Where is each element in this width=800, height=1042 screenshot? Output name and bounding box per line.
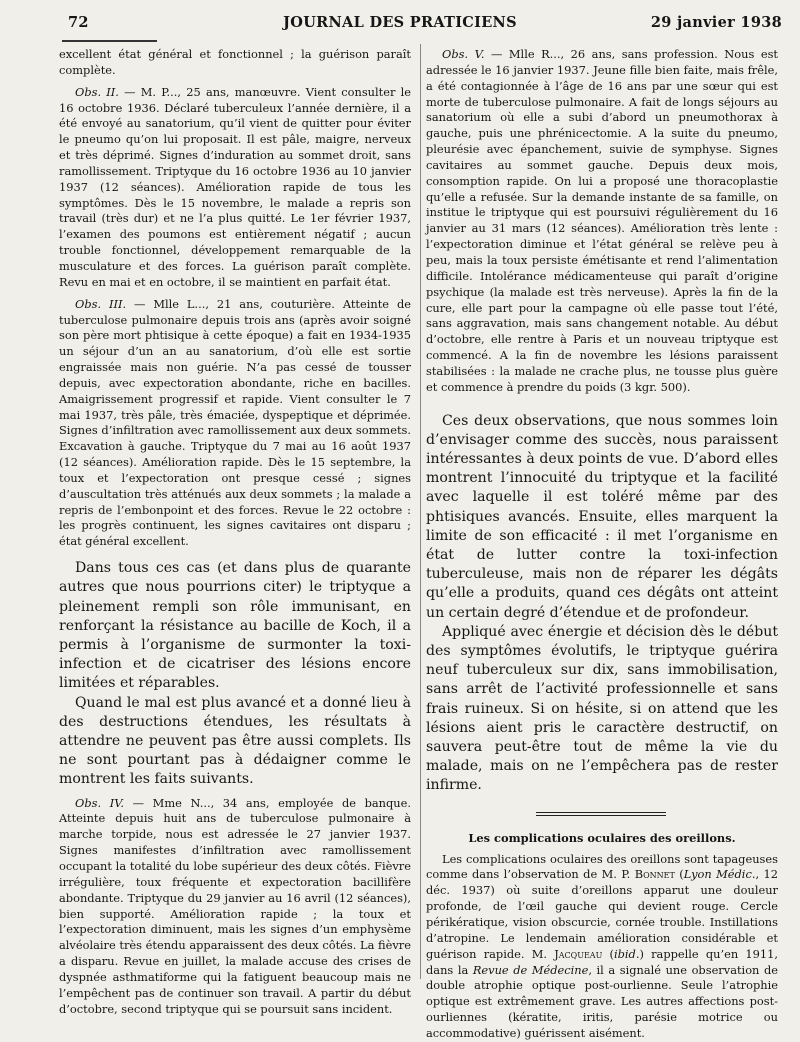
observation-5 xyxy=(426,47,778,396)
observation-label: Obs. V. xyxy=(442,47,485,61)
citation: ibid. xyxy=(613,946,640,961)
observation-label: Obs. III. xyxy=(75,296,127,311)
page-header xyxy=(0,14,800,38)
paragraph-continuation: excellent état général et fonctionnel ; la guérison paraît complète. xyxy=(59,47,411,77)
column-divider xyxy=(420,44,421,979)
paragraph-quand-le-mal: Quand le mal est plus avancé et a donné lieu à des destructions étendues, les résultats à attendre ne peuvent pas être aussi complets. Ils ne sont pourtant pas à dédaigner comme le montrent les faits suivants. xyxy=(59,694,411,788)
journal-title: JOURNAL DES PRATICIENS xyxy=(283,14,517,31)
author-name: Jacqueau xyxy=(554,946,603,961)
paragraph-dans-tous-ces-cas: Dans tous ces cas (et dans plus de quarante autres que nous pourrions citer) le triptyque a pleinement rempli son rôle immunisant, en renforçant la résistance au bacille de Koch, il a permis à l’organisme de surmonter la toxi-infection et de cicatriser des lésions encore limitées et réparables. xyxy=(59,560,411,692)
paragraph-ces-deux-observations: Ces deux observations, que nous sommes loin d’envisager comme des succès, nous paraissent intéressantes à deux points de vue. D’abord elles montrent l’innocuité du triptyque et la facilité avec laquelle il est toléré même par des phtisiques avancés. Ensuite, elles marquent la limite de son efficacité : il met l’organisme en état de lutter contre la toxi-infection tuberculeuse, mais non de réparer les dégâts qu’elle a produits, quand ces dégâts ont atteint un certain degré d’étendue et de profondeur. xyxy=(426,412,778,621)
text-run: , il a signalé une observation de double atrophie optique post-ourlienne. Seule l’atrophie optique est extrêmement grave. Les autres affections post-ourliennes (kératite, iritis, parésie motrice ou accommodative) guérissent aisément. xyxy=(426,962,778,1040)
left-column xyxy=(59,47,411,1017)
observation-3 xyxy=(59,297,411,551)
observation-text: — Mlle L..., 21 ans, couturière. Atteinte de tuberculose pulmonaire depuis trois ans (après avoir soigné son père mort phtisique à cette époque) a fait en 1934-1935 un séjour d’un an au sanatorium, d’où elle est sortie engraissée mais non guérie. N’a pas cessé de tousser depuis, avec expectoration abondante, riche en bacilles. Amaigrissement progressif et rapide. Vient consulter le 7 mai 1937, très pâle, très émaciée, dyspeptique et déprimée. Signes d’infiltration avec ramollissement aux deux sommets. Excavation à gauche. Triptyque du 7 mai au 16 août 1937 (12 séances). Amélioration rapide. Dès le 15 septembre, la toux et l’expectoration ont presque cessé ; signes d’auscultation très atténués aux deux sommets ; la malade a repris de l’embonpoint et des forces. Revue le 22 octobre : les progrès continuent, les signes cavitaires ont disparu ; état général excellent. xyxy=(59,296,411,549)
observation-4 xyxy=(59,796,411,1018)
page-number: 72 xyxy=(68,14,89,31)
right-column xyxy=(426,47,778,1042)
observation-2 xyxy=(59,85,411,291)
text-run: Les complications oculaires des oreillons sont tapageuses comme dans l’observation de M. P. xyxy=(426,851,778,882)
header-rule xyxy=(62,40,157,42)
paragraph-applique: Appliqué avec énergie et décision dès le début des symptômes évolutifs, le triptyque guérira neuf tuberculeux sur dix, sans immobilisation, sans arrêt de l’activité professionnelle et sans frais ruineux. Si on hésite, si on attend que les lésions aient pris le caractère destructif, on sauvera peut-être tout de même la vie du malade, mais on ne l’empêchera pas de rester infirme. xyxy=(426,623,778,794)
section-separator xyxy=(536,812,666,816)
text-run: , 12 déc. 1937) où suite d’oreillons apparut une douleur profonde, de l’œil gauche qui devient rouge. Cercle périkératique, vision obscurcie, cornée trouble. Instillations d’atropine. Le lendemain amélioration considérable et guérison rapide. M. xyxy=(426,867,778,961)
section-heading: Les complications oculaires des oreillons. xyxy=(468,830,736,845)
observation-text: — M. P..., 25 ans, manœuvre. Vient consulter le 16 octobre 1936. Déclaré tuberculeux l’année dernière, il a été envoyé au sanatorium, qu’il vient de quitter pour éviter le pneumo qu’on lui proposait. Il est pâle, maigre, nerveux et très déprimé. Signes d’induration au sommet droit, sans ramollissement. Triptyque du 16 octobre 1936 au 10 janvier 1937 (12 séances). Amélioration rapide de tous les symptômes. Dès le 15 novembre, le malade a repris son travail (très dur) et ne l’a plus quitté. Le 1er février 1937, l’examen des poumons est entièrement négatif ; aucun trouble fonctionnel, développement remarquable de la musculature et des forces. La guérison paraît complète. Revu en mai et en octobre, il se maintient en parfait état. xyxy=(59,84,411,289)
citation: Revue de Médecine xyxy=(472,962,589,977)
citation: Lyon Médic. xyxy=(683,867,756,882)
text-run: ( xyxy=(602,946,614,961)
observation-label: Obs. IV. xyxy=(75,795,125,810)
text-run: ) rappelle qu’en 1911, dans la xyxy=(426,946,778,977)
text-run: ( xyxy=(674,867,684,882)
author-name: Bonnet xyxy=(634,867,675,882)
observation-text: — Mme N..., 34 ans, employée de banque. Atteinte depuis huit ans de tuberculose pulmonaire à marche torpide, nous est adressée le 27 janvier 1937. Signes manifestes d’infiltration avec ramollissement occupant la totalité du lobe supérieur des deux côtés. Fièvre irrégulière, toux fréquente et expectoration bacillifère abondante. Triptyque du 29 janvier au 16 avril (12 séances), bien supporté. Amélioration rapide ; la toux et l’expectoration diminuent, mais les signes d’un emphysème alvéolaire très étendu apparaissent des deux côtés. La fièvre a disparu. Revue en juillet, la malade accuse des crises de dyspnée asthmatiforme qui la fatiguent beaucoup mais ne l’empêchent pas de continuer son travail. A partir du début d’octobre, second triptyque qui se poursuit sans incident. xyxy=(59,795,411,1016)
issue-date: 29 janvier 1938 xyxy=(650,14,782,31)
observation-label: Obs. II. xyxy=(75,84,119,99)
section-paragraph xyxy=(426,852,778,1042)
observation-text: — Mlle R..., 26 ans, sans profession. Nous est adressée le 16 janvier 1937. Jeune fille bien faite, mais frêle, a été contagionnée à l’âge de 16 ans par une sœur qui est morte de tuberculose pulmonaire. A fait de longs séjours au sanatorium où elle a subi d’abord un pneumothorax à gauche, puis une phrénicectomie. A la suite du pneumo, pleurésie avec épanchement, suivie de symphyse. Signes cavitaires au sommet gauche. Depuis deux mois, consomption rapide. On lui a proposé une thoracoplastie qu’elle a refusée. Sur la demande instante de sa famille, on institue le triptyque qui est poursuivi régulièrement du 16 janvier au 31 mars (12 séances). Amélioration très lente : l’expectoration diminue et l’état général se relève peu à peu, mais la toux persiste émétisante et rend l’alimentation difficile. Intolérance médicamenteuse qui paraît d’origine psychique (la malade est très nerveuse). Après la fin de la cure, elle part pour la campagne où elle passe tout l’été, sans aggravation, mais sans changement notable. Au début d’octobre, elle rentre à Paris et un nouveau triptyque est commencé. A la fin de novembre les lésions paraissent stabilisées : la malade ne crache plus, ne tousse plus guère et commence à prendre du poids (3 kgr. 500). xyxy=(426,47,778,394)
